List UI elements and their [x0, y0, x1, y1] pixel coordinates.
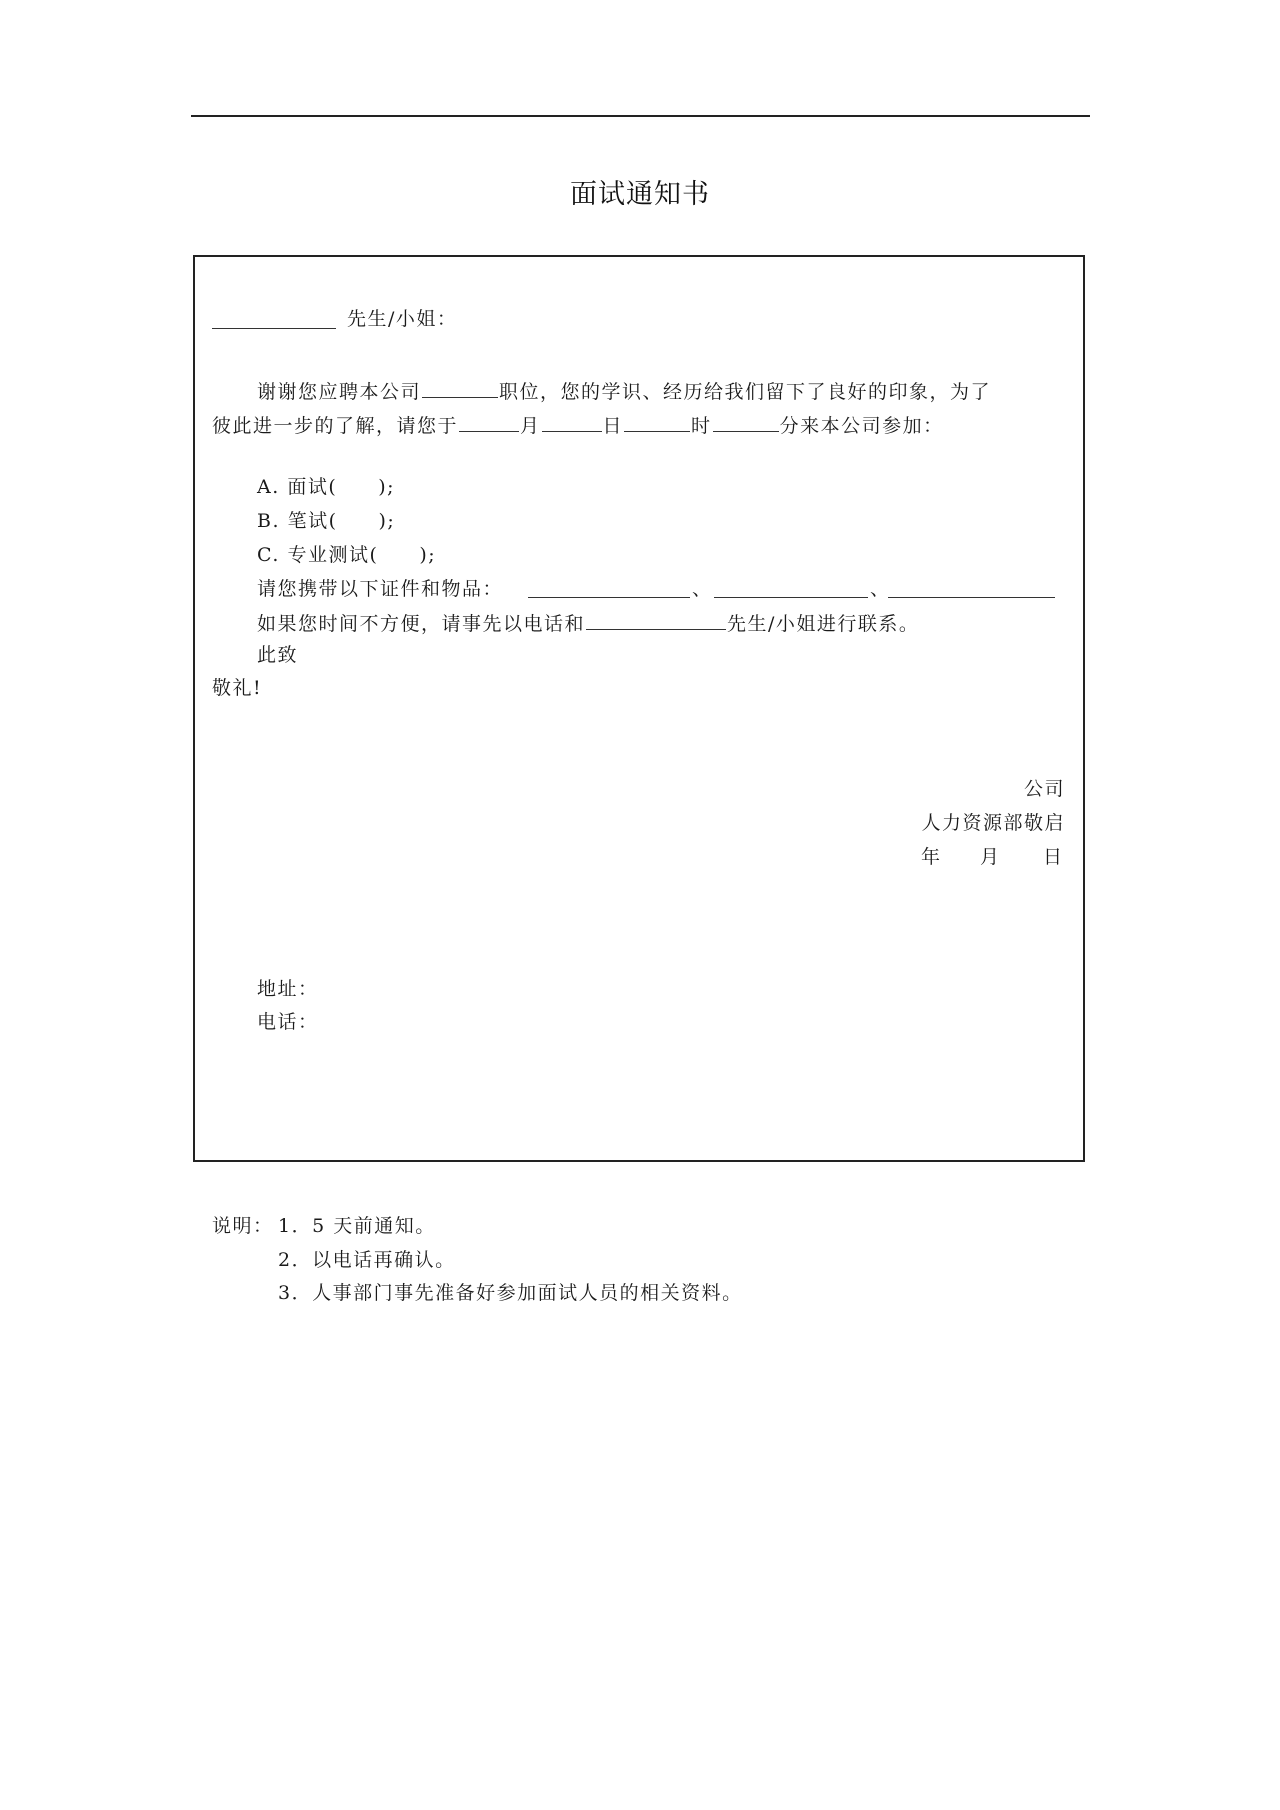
contact-person-blank[interactable]	[586, 611, 726, 630]
body-line-1-text-b: 职位，您的学识、经历给我们留下了良好的印象，为了	[499, 381, 992, 403]
address-label: 地址：	[257, 978, 319, 1000]
bring-separator-1: 、	[692, 578, 713, 600]
option-c[interactable]	[257, 543, 436, 567]
notice-form-box	[193, 255, 1085, 1162]
contact-suffix: 先生/小姐进行联系。	[727, 613, 920, 635]
body-line-1-text-a: 谢谢您应聘本公司	[257, 381, 422, 403]
body-line-2	[212, 413, 944, 438]
notes-label: 说明：	[212, 1215, 274, 1237]
salutation-suffix: 先生/小姐：	[347, 308, 458, 330]
option-b-label: B.	[257, 510, 281, 532]
bring-items-prefix: 请您携带以下证件和物品：	[257, 578, 504, 600]
day-label: 日	[602, 415, 624, 437]
body-line-2-text-a: 彼此进一步的了解，请您于	[212, 415, 459, 437]
option-a-text: 面试( );	[287, 476, 396, 498]
closing-line-2: 敬礼!	[212, 677, 263, 699]
bring-items-line	[257, 577, 503, 601]
month-blank[interactable]	[459, 413, 519, 432]
option-c-label: C.	[257, 544, 280, 566]
bring-item-3-blank[interactable]	[888, 597, 1055, 598]
notes-item-2: 2．以电话再确认。	[278, 1249, 456, 1271]
notes-item-3: 3．人事部门事先准备好参加面试人员的相关资料。	[278, 1282, 743, 1304]
contact-prefix: 如果您时间不方便，请事先以电话和	[257, 613, 586, 635]
closing-line-1: 此致	[257, 644, 299, 666]
position-blank[interactable]	[422, 379, 498, 398]
body-line-1	[257, 379, 991, 404]
hour-blank[interactable]	[624, 413, 690, 432]
phone-label: 电话：	[257, 1011, 319, 1033]
option-b[interactable]	[257, 509, 395, 533]
signature-date-day: 日	[1043, 846, 1064, 868]
signature-company: 公司	[1023, 778, 1065, 800]
document-title: 面试通知书	[570, 179, 710, 210]
hour-label: 时	[691, 415, 712, 437]
header-rule	[191, 115, 1090, 117]
month-label: 月	[520, 415, 541, 437]
option-a-label: A.	[257, 476, 280, 498]
signature-date-year: 年	[921, 846, 942, 868]
option-c-text: 专业测试( );	[287, 544, 437, 566]
body-line-2-text-b: 分来本公司参加：	[779, 415, 944, 437]
minute-blank[interactable]	[713, 413, 779, 432]
bring-separator-2: 、	[870, 578, 891, 600]
signature-department: 人力资源部敬启	[921, 812, 1065, 834]
candidate-name-blank[interactable]	[212, 328, 336, 329]
option-b-text: 笔试( );	[287, 510, 396, 532]
option-a[interactable]	[257, 475, 395, 499]
bring-item-1-blank[interactable]	[528, 597, 690, 598]
notes-item-1: 1．5 天前通知。	[278, 1215, 436, 1237]
contact-line	[257, 611, 919, 636]
signature-date-month: 月	[980, 846, 1001, 868]
bring-item-2-blank[interactable]	[714, 597, 868, 598]
day-blank[interactable]	[542, 413, 602, 432]
